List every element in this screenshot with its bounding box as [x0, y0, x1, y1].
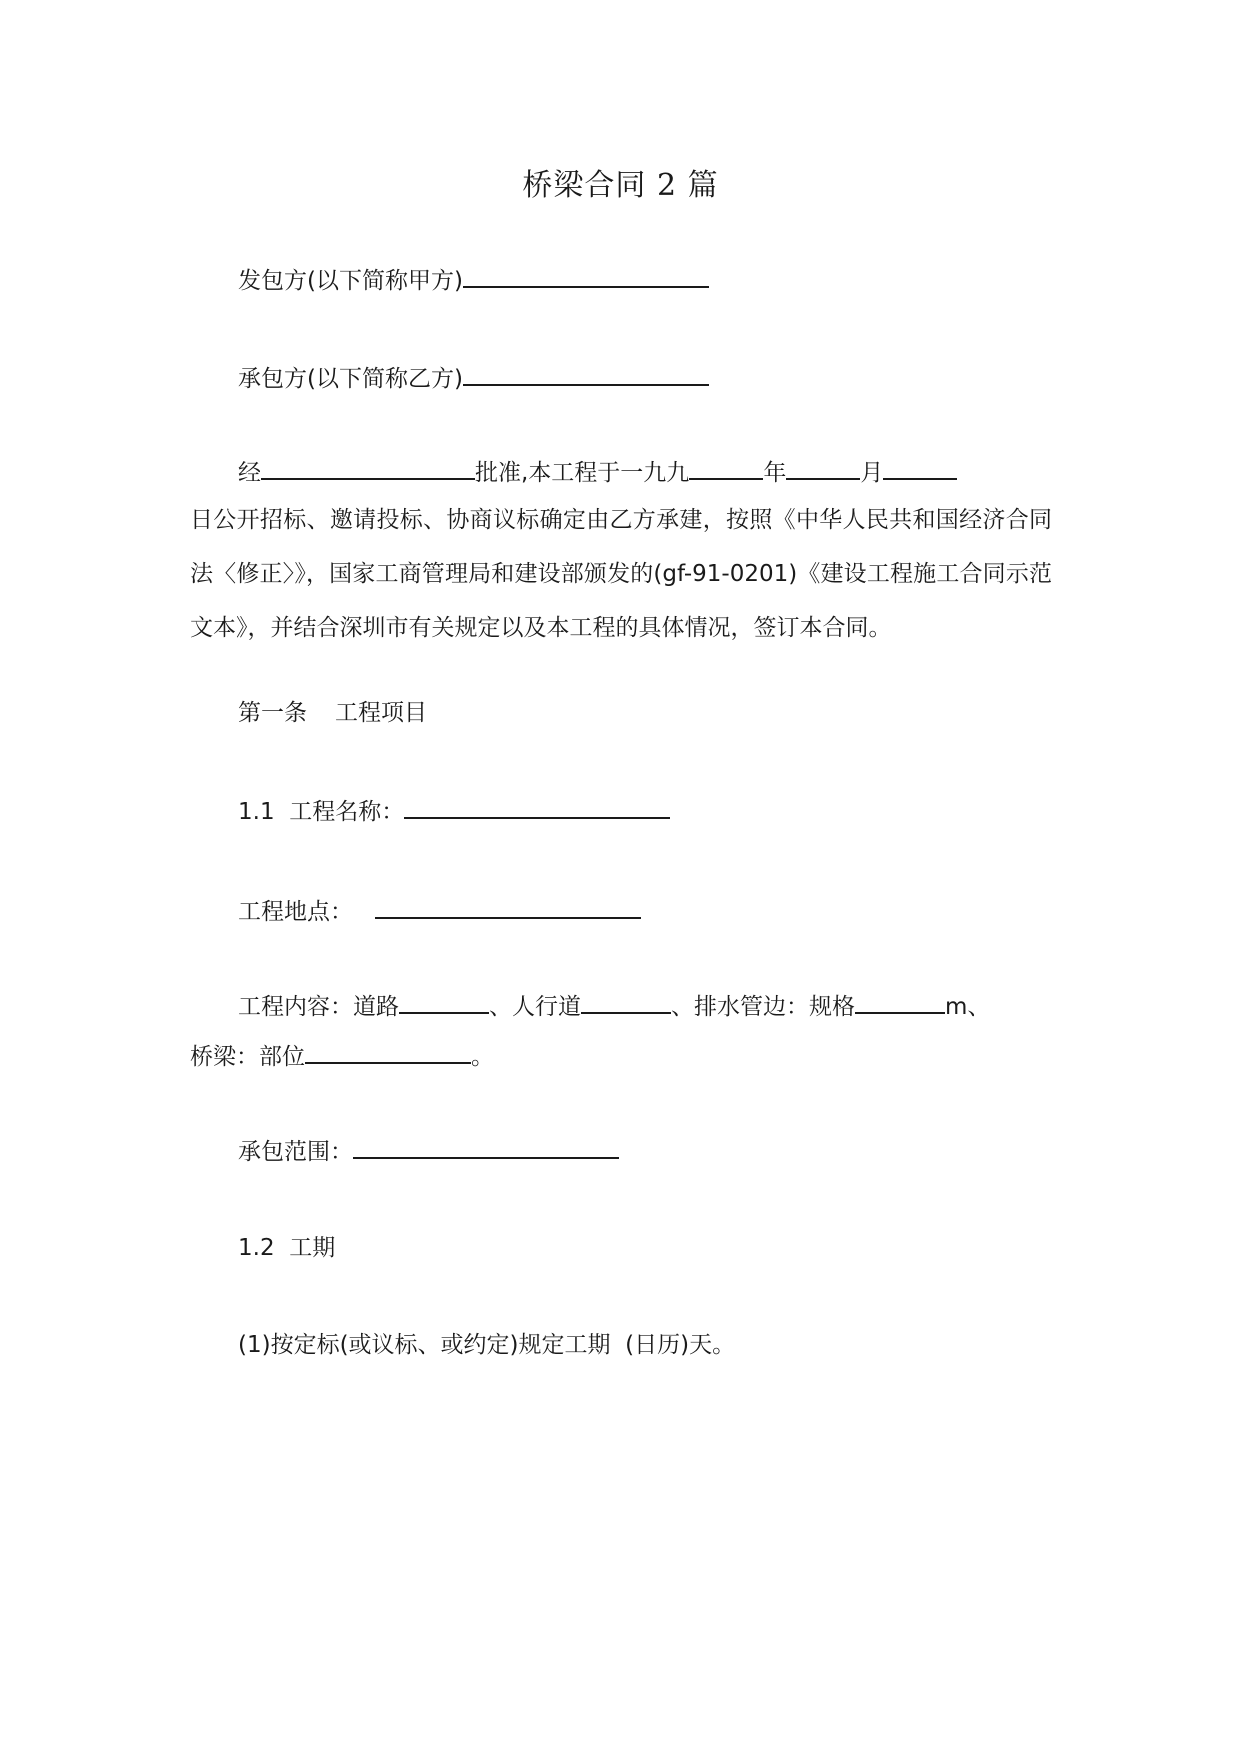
project-location-label: 工程地点：: [238, 899, 353, 925]
approval-pre: 经: [238, 460, 261, 486]
project-name-blank: [404, 795, 670, 819]
content-label: 工程内容：道路: [238, 994, 399, 1020]
article-1-text: 工程项目: [335, 700, 427, 726]
project-content-line: [238, 990, 990, 1022]
period-item-1: (1)按定标(或议标、或约定)规定工期 (日历)天。: [238, 1332, 736, 1358]
approval-line: [238, 456, 957, 488]
approval-mid: 批准,本工程于一九九: [475, 460, 690, 486]
sidewalk-blank: [581, 990, 671, 1014]
approval-body: 日公开招标、邀请投标、协商议标确定由乙方承建，按照《中华人民共和国经济合同法〈修正〉》，国家工商管理局和建设部颁发的(gf-91-0201)《建设工程施工合同示范文本》，并结合深圳市有关规定以及本工程的具体情况，签订本合同。: [190, 507, 1052, 641]
content-end: 。: [471, 1044, 494, 1070]
month-blank: [786, 456, 860, 480]
content-unit: m、: [945, 994, 991, 1020]
project-name-label: 工程名称：: [289, 799, 405, 825]
day-blank: [883, 456, 957, 480]
approval-year: 年: [763, 460, 787, 486]
party-b-blank: [463, 362, 709, 386]
party-b-label: 承包方(以下简称乙方): [238, 366, 463, 392]
content-drain: 、排水管边：规格: [671, 994, 855, 1020]
scope-line: [238, 1135, 619, 1167]
project-location-line: [238, 895, 641, 927]
bridge-part-blank: [305, 1040, 471, 1064]
article-1-heading: [238, 698, 427, 728]
content-bridge: 桥梁：部位: [190, 1044, 305, 1070]
party-a-label: 发包方(以下简称甲方): [238, 268, 463, 294]
project-location-blank: [375, 895, 641, 919]
item-1-1-num: 1.1: [238, 799, 275, 825]
project-name-line: [238, 795, 670, 827]
project-content-line-2: [190, 1040, 494, 1072]
period-heading: [238, 1233, 335, 1263]
content-sidewalk: 、人行道: [489, 994, 581, 1020]
scope-label: 承包范围：: [238, 1139, 353, 1165]
party-b-line: [238, 362, 709, 394]
approver-blank: [261, 456, 475, 480]
scope-blank: [353, 1135, 619, 1159]
party-a-line: [238, 264, 709, 296]
item-1-2-label: 工期: [289, 1235, 336, 1261]
item-1-2-num: 1.2: [238, 1235, 275, 1261]
party-a-blank: [463, 264, 709, 288]
approval-month: 月: [860, 460, 884, 486]
document-title: 桥梁合同 2 篇: [522, 168, 719, 203]
drain-spec-blank: [855, 990, 945, 1014]
year-blank: [689, 456, 763, 480]
article-1-num: 第一条: [238, 700, 307, 726]
road-blank: [399, 990, 489, 1014]
